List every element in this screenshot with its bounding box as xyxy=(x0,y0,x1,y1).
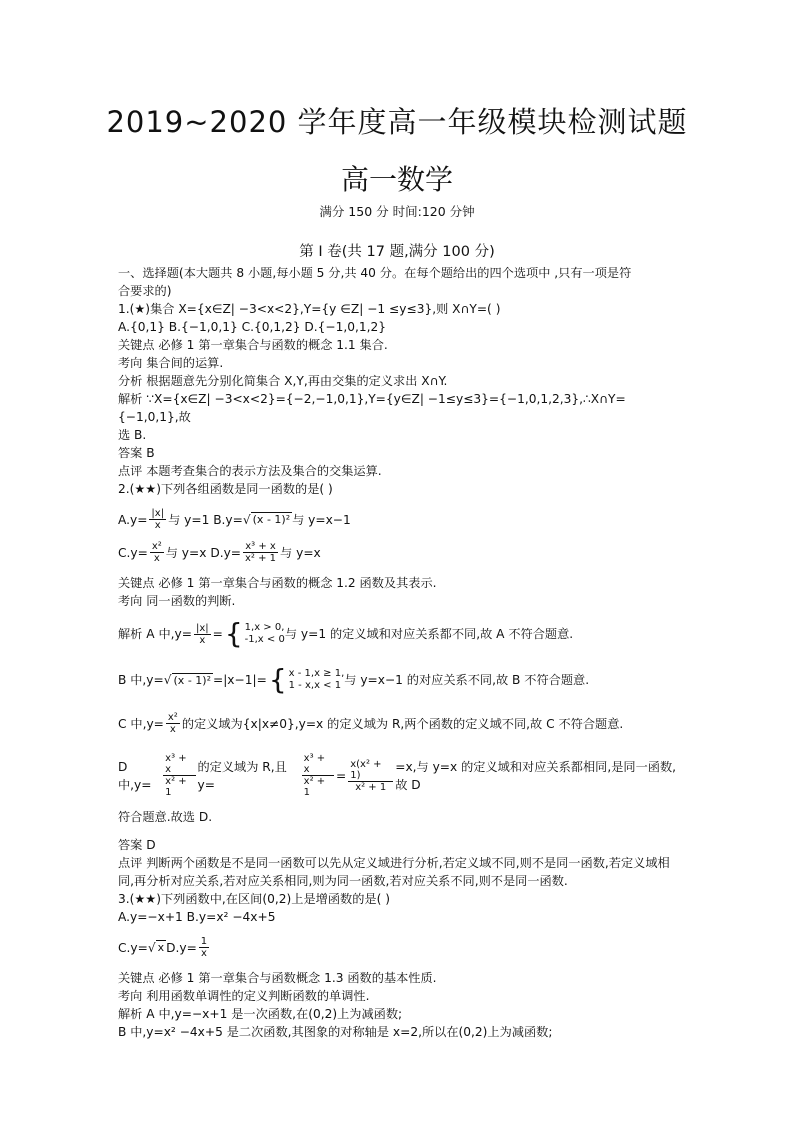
piecewise: { x - 1,x ≥ 1, 1 - x,x < 1 xyxy=(268,663,345,696)
q2-stem: 2.(★★)下列各组函数是同一函数的是( ) xyxy=(118,482,333,496)
volume-heading: 第 I 卷(共 17 题,满分 100 分) xyxy=(299,244,495,260)
q1-options: A.{0,1} B.{−1,0,1} C.{0,1,2} D.{−1,0,1,2} xyxy=(118,320,386,334)
radical: (x - 1)² xyxy=(173,673,211,687)
radical: (x - 1)² xyxy=(252,513,291,526)
q3-stem: 3.(★★)下列函数中,在区间(0,2)上是增函数的是( ) xyxy=(118,892,390,906)
fraction: $\frac{|x|}{x}$ xyxy=(151,508,165,531)
q1-solution-cont: 选 B. xyxy=(118,428,147,442)
page-subtitle: 高一数学 xyxy=(340,163,453,196)
section-intro-cont: 合要求的) xyxy=(118,284,172,298)
q1-analysis: 分析 根据题意先分别化简集合 X,Y,再由交集的定义求出 X∩Y. xyxy=(118,374,448,388)
q1-key-point: 关键点 必修 1 第一章集合与函数的概念 1.1 集合. xyxy=(118,338,388,352)
q2-solution-end: 符合题意.故选 D. xyxy=(118,810,213,824)
q2-solution-d: D 中,y= $\frac{\text{x³ + x}}{\text{x² + 1}}$ 的定义域为 R,且 y= $\frac{\text{x³ + x}}{\text{x² + 1}}$ = $\frac{\text{x(x² + 1)}}{\text{x² + 1}}$ =x,与 y=x 的定义域和对应关系都相同,是同一函数,故 D xyxy=(118,753,677,798)
fraction: $\frac{\text{x³ + x}}{\text{x² + 1}}$ xyxy=(163,753,195,798)
q2-comment-cont: 同,再分析对应关系,若对应关系相同,则为同一函数,若对应关系不同,则不是同一函数. xyxy=(118,874,568,888)
q3-solution-a: 解析 A 中,y=−x+1 是一次函数,在(0,2)上为减函数; xyxy=(118,1007,403,1021)
q3-solution-b: B 中,y=x² −4x+5 是二次函数,其图象的对称轴是 x=2,所以在(0,2)上为减函数; xyxy=(118,1025,553,1039)
q1-direction: 考向 集合间的运算. xyxy=(118,356,224,370)
q1-answer: 答案 B xyxy=(118,446,155,460)
fraction: $\frac{|x|}{x}$ xyxy=(195,622,209,646)
q2-solution-a: 解析 A 中,y= $\frac{|x|}{x}$ = { 1,x > 0, -1,x < 0 与 y=1 的定义域和对应关系都不同,故 A 不符合题意. xyxy=(118,617,574,650)
page-title: 2019~2020 学年度高一年级模块检测试题 xyxy=(106,105,688,139)
fraction: $\frac{\text{x(x² + 1)}}{\text{x² + 1}}$ xyxy=(348,759,393,793)
q2-solution-c: C 中,y= $\frac{\text{x²}}{x}$ 的定义域为{x|x≠0},y=x 的定义域为 R,两个函数的定义域不同,故 C 不符合题意. xyxy=(118,712,624,735)
fraction: $\frac{\text{x³ + x}}{\text{x² + 1}}$ xyxy=(245,541,277,564)
q2-options-cd: C.y= $\frac{\text{x²}}{x}$ 与 y=x D.y= $\frac{\text{x³ + x}}{\text{x² + 1}}$ 与 y=x xyxy=(118,541,321,564)
q1-stem: 1.(★)集合 X={x∈Z| −3<x<2},Y={y ∈Z| −1 ≤y≤3},则 X∩Y=( ) xyxy=(118,302,501,316)
fraction: $\frac{\text{x²}}{x}$ xyxy=(151,541,162,564)
q1-comment: 点评 本题考查集合的表示方法及集合的交集运算. xyxy=(118,464,382,478)
fraction: $\frac{1}{x}$ xyxy=(200,936,208,959)
section-intro: 一、选择题(本大题共 8 小题,每小题 5 分,共 40 分。在每个题给出的四个选项中 ,只有一项是符 xyxy=(118,266,632,280)
q2-direction: 考向 同一函数的判断. xyxy=(118,594,236,608)
q3-direction: 考向 利用函数单调性的定义判断函数的单调性. xyxy=(118,989,370,1003)
q2-key-point: 关键点 必修 1 第一章集合与函数的概念 1.2 函数及其表示. xyxy=(118,576,437,590)
q3-options-ab: A.y=−x+1 B.y=x² −4x+5 xyxy=(118,910,276,924)
q2-comment: 点评 判断两个函数是不是同一函数可以先从定义域进行分析,若定义域不同,则不是同一函数,若定义域相 xyxy=(118,856,670,870)
q1-solution: 解析 ∵X={x∈Z| −3<x<2}={−2,−1,0,1},Y={y∈Z| −1≤y≤3}={−1,0,1,2,3},∴X∩Y={−1,0,1},故 xyxy=(118,392,626,424)
q2-answer: 答案 D xyxy=(118,838,156,852)
piecewise: { 1,x > 0, -1,x < 0 xyxy=(224,617,285,650)
fraction: $\frac{\text{x³ + x}}{\text{x² + 1}}$ xyxy=(302,753,334,798)
q2-solution-b: B 中,y= √ (x - 1)² =|x−1|= { x - 1,x ≥ 1, 1 - x,x < 1 与 y=x−1 的对应关系不同,故 B 不符合题意. xyxy=(118,663,590,696)
radical: x xyxy=(157,941,165,954)
q2-options-ab: A.y= $\frac{|x|}{x}$ 与 y=1 B.y= √ (x - 1)² 与 y=x−1 xyxy=(118,508,351,531)
exam-content xyxy=(118,264,678,1041)
exam-meta: 满分 150 分 时间:120 分钟 xyxy=(319,204,475,219)
q3-options-cd: C.y= √ x D.y= $\frac{1}{x}$ xyxy=(118,936,208,959)
q3-key-point: 关键点 必修 1 第一章集合与函数概念 1.3 函数的基本性质. xyxy=(118,971,437,985)
fraction: $\frac{\text{x²}}{x}$ xyxy=(167,712,178,735)
